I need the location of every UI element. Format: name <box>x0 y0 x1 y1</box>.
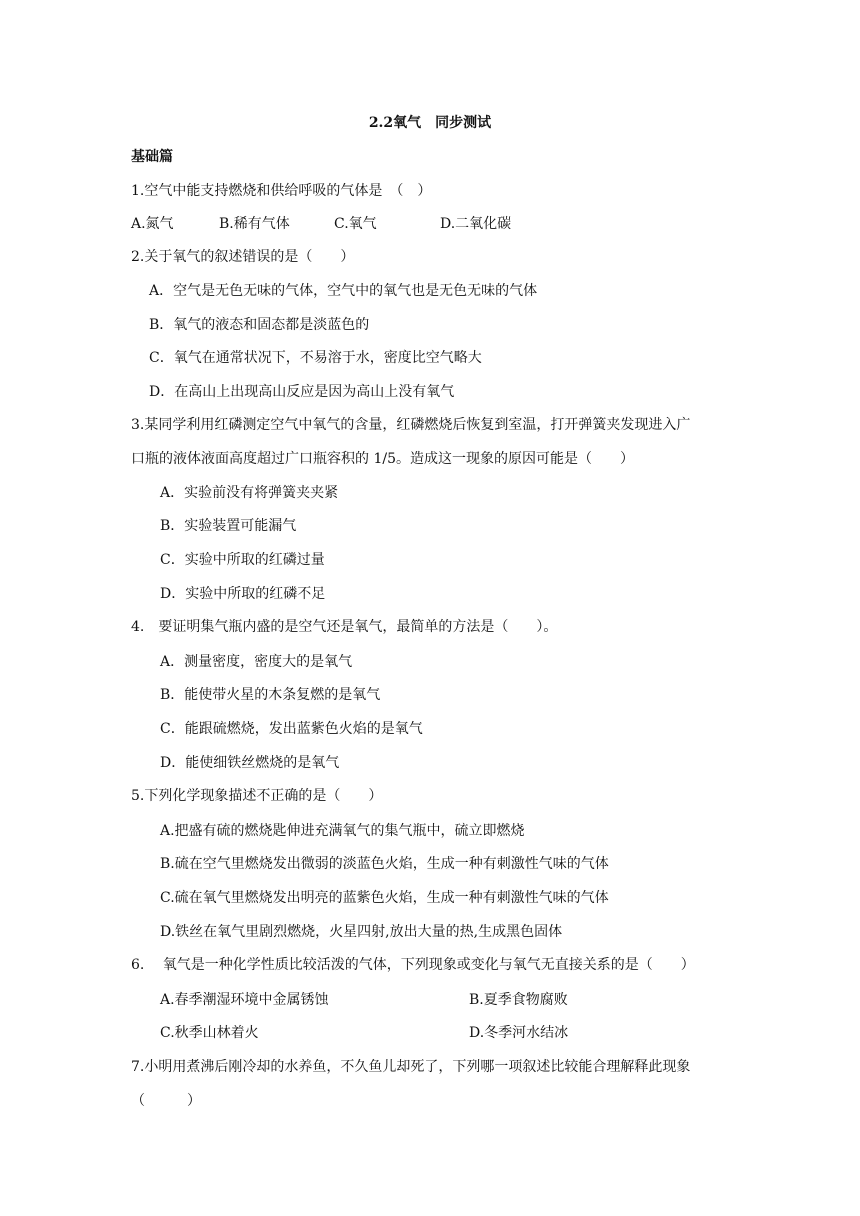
question-6-option-d: D.冬季河水结冰 <box>469 1025 569 1041</box>
question-4-option-a: A．测量密度，密度大的是氧气 <box>160 654 353 670</box>
question-6-option-c: C.秋季山林着火 <box>160 1025 259 1041</box>
question-3-stem-line-1: 3.某同学利用红磷测定空气中氧气的含量，红磷燃烧后恢复到室温，打开弹簧夹发现进入广 <box>131 417 691 433</box>
document-title: 2.2氧气 同步测试 <box>368 115 492 131</box>
question-7-stem-line-1: 7.小明用煮沸后刚冷却的水养鱼，不久鱼儿却死了，下列哪一项叙述比较能合理解释此现象 <box>131 1059 691 1075</box>
question-1-stem: 1.空气中能支持燃烧和供给呼吸的气体是 （ ） <box>131 183 432 199</box>
question-1-option-a: A.氮气 <box>131 216 174 232</box>
question-4-option-b: B．能使带火星的木条复燃的是氧气 <box>160 687 381 703</box>
question-3-option-c: C．实验中所取的红磷过量 <box>160 552 325 568</box>
question-1-option-d: D.二氧化碳 <box>440 216 512 232</box>
question-5-option-d: D.铁丝在氧气里剧烈燃烧，火星四射,放出大量的热,生成黑色固体 <box>160 924 563 940</box>
question-3-stem-line-2: 口瓶的液体液面高度超过广口瓶容积的 1/5。造成这一现象的原因可能是（ ） <box>131 451 634 467</box>
question-5-option-b: B.硫在空气里燃烧发出微弱的淡蓝色火焰，生成一种有刺激性气味的气体 <box>160 856 609 872</box>
question-5-option-c: C.硫在氧气里燃烧发出明亮的蓝紫色火焰，生成一种有刺激性气味的气体 <box>160 890 609 906</box>
question-5-stem: 5.下列化学现象描述不正确的是（ ） <box>131 788 383 804</box>
question-2-option-b: B．氧气的液态和固态都是淡蓝色的 <box>149 317 370 333</box>
question-4-option-c: C．能跟硫燃烧，发出蓝紫色火焰的是氧气 <box>160 721 423 737</box>
question-5-option-a: A.把盛有硫的燃烧匙伸进充满氧气的集气瓶中，硫立即燃烧 <box>160 823 525 839</box>
question-2-option-a: A．空气是无色无味的气体，空气中的氧气也是无色无味的气体 <box>149 283 538 299</box>
question-3-option-b: B．实验装置可能漏气 <box>160 518 297 534</box>
section-heading: 基础篇 <box>131 149 173 165</box>
question-2-option-c: C．氧气在通常状况下，不易溶于水，密度比空气略大 <box>149 350 482 366</box>
question-6-stem: 6. 氧气是一种化学性质比较活泼的气体，下列现象或变化与氧气无直接关系的是（ ） <box>131 957 695 973</box>
question-2-option-d: D．在高山上出现高山反应是因为高山上没有氧气 <box>149 384 455 400</box>
question-3-option-a: A．实验前没有将弹簧夹夹紧 <box>160 485 339 501</box>
question-2-stem: 2.关于氧气的叙述错误的是（ ） <box>131 249 355 265</box>
question-1-option-b: B.稀有气体 <box>219 216 290 232</box>
question-3-option-d: D．实验中所取的红磷不足 <box>160 586 326 602</box>
question-1-option-c: C.氧气 <box>334 216 377 232</box>
question-6-option-a: A.春季潮湿环境中金属锈蚀 <box>160 992 329 1008</box>
question-4-stem: 4. 要证明集气瓶内盛的是空气还是氧气，最简单的方法是（ ）。 <box>131 619 558 635</box>
question-7-stem-line-2: （ ） <box>131 1093 201 1109</box>
question-6-option-b: B.夏季食物腐败 <box>469 992 568 1008</box>
question-4-option-d: D．能使细铁丝燃烧的是氧气 <box>160 755 340 771</box>
